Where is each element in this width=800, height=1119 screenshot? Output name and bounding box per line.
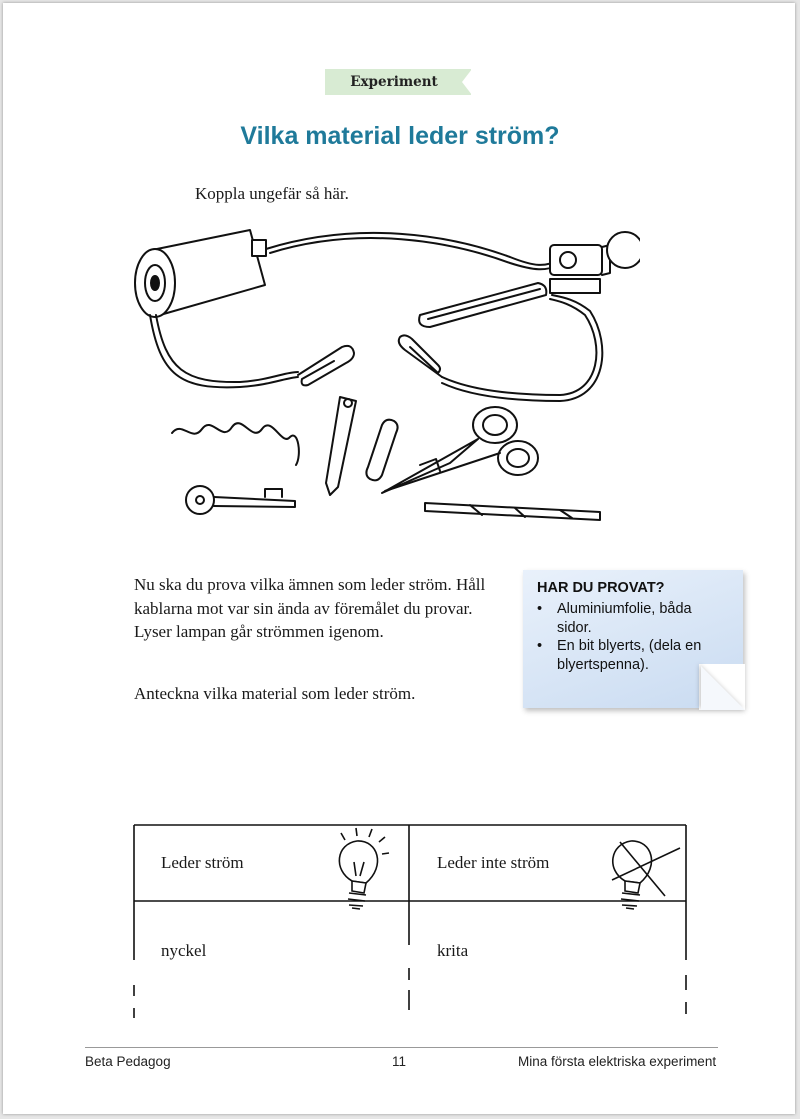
footer-book-title: Mina första elektriska experiment [518,1054,717,1069]
footer-publisher: Beta Pedagog [85,1054,171,1069]
page-curl [701,666,745,710]
table-cell-conducts: nyckel [161,941,207,960]
table-header-not-conducts: Leder inte ström [437,853,550,872]
foil-strip-icon [172,423,299,465]
worksheet-page [3,3,795,1114]
pencil-icon [326,397,356,495]
table-cell-not-conducts: krita [437,941,469,960]
table-header-conducts: Leder ström [161,853,244,872]
footer-divider [85,1047,718,1048]
paperclip-icon [366,420,397,481]
tip-note [523,570,743,708]
scissors-icon [382,407,538,493]
battery-icon [135,230,266,317]
tip-item: • Aluminiumfolie, båda sidor. [537,600,727,637]
record-instruction: Anteckna vilka material som leder ström. [134,684,416,703]
page-number: 11 [392,1054,407,1069]
clip-icon [298,335,442,385]
tip-list [537,600,727,674]
chalk-stick-icon [425,503,600,520]
tip-item: • En bit blyerts, (dela en blyertspenna). [537,637,727,674]
tip-title: HAR DU PROVAT? [537,580,665,596]
instruction-paragraph: Nu ska du prova vilka ämnen som leder ström. Håll kablarna mot var sin ända av föremålet du provar. Lyser lampan går strömmen igenom. [134,575,486,641]
circuit-illustration [120,215,640,535]
experiment-tag-label: Experiment [350,74,438,90]
page-title: Vilka material leder ström? [240,122,560,150]
key-icon [186,486,295,514]
experiment-tag [325,69,471,95]
instruction-text: Koppla ungefär så här. [195,184,349,203]
